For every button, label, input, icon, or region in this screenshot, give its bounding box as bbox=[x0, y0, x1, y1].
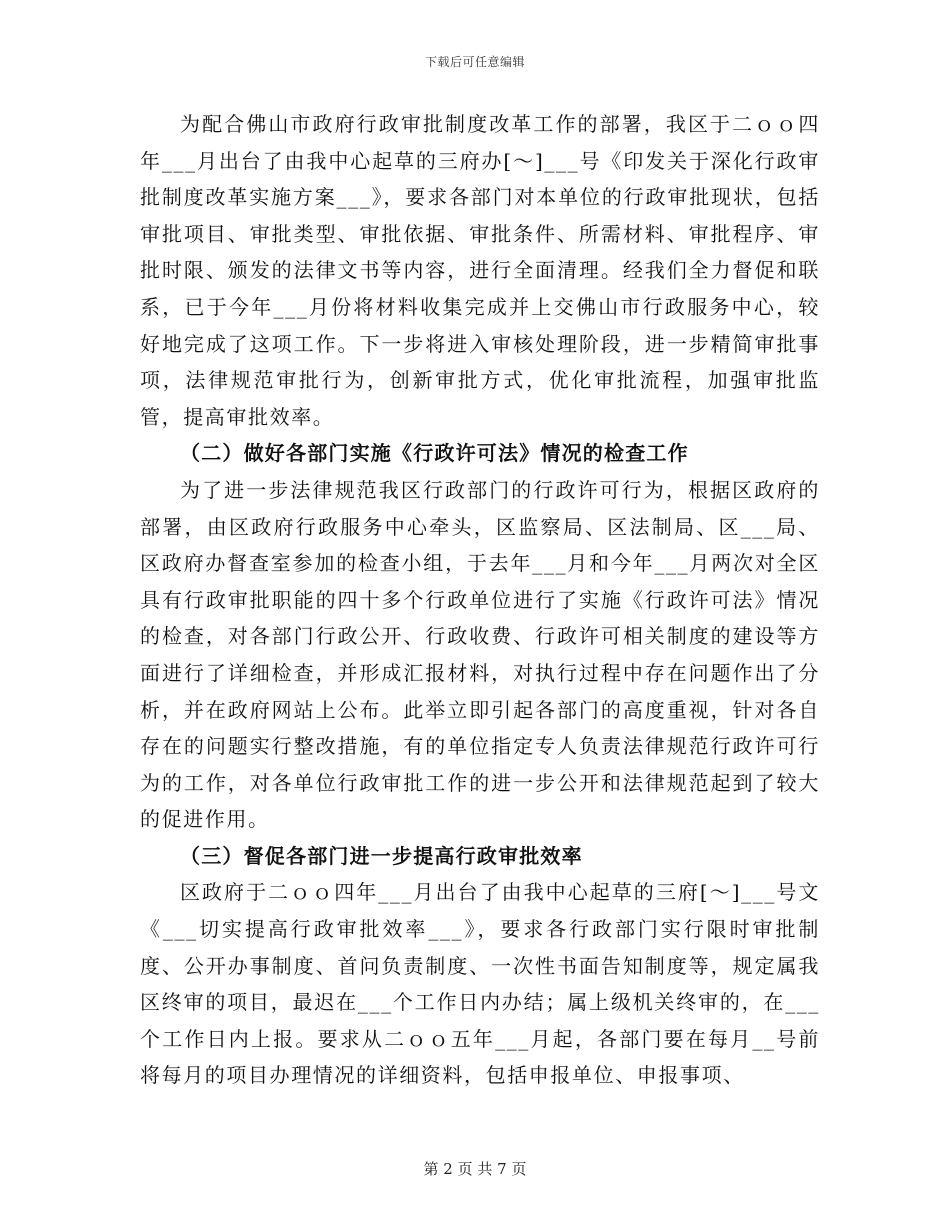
document-body bbox=[140, 106, 820, 1094]
paragraph-1: 为配合佛山市政府行政审批制度改革工作的部署，我区于二ｏｏ四年___月出台了由我中心起草的三府办[～]___号《印发关于深化行政审批制度改革实施方案___》，要求各部门对本单位的行政审批现状，包括审批项目、审批类型、审批依据、审批条件、所需材料、审批程序、审批时限、颁发的法律文书等内容，进行全面清理。经我们全力督促和联系，已于今年___月份将材料收集完成并上交佛山市行政服务中心，较好地完成了这项工作。下一步将进入审核处理阶段，进一步精简审批事项，法律规范审批行为，创新审批方式，优化审批流程，加强审批监管，提高审批效率。 bbox=[140, 112, 820, 429]
paragraph-3: 区政府于二ｏｏ四年___月出台了由我中心起草的三府[～]___号文《___切实提高行政审批效率___》，要求各行政部门实行限时审批制度、公开办事制度、首问负责制度、一次性书面告知制度等，规定属我区终审的项目，最迟在___个工作日内办结；属上级机关终审的，在___个工作日内上报。要求从二ｏｏ五年___月起，各部门要在每月__号前将每月的项目办理情况的详细资料，包括申报单位、申报事项、 bbox=[140, 880, 820, 1088]
header-note: 下载后可任意编辑 bbox=[424, 55, 525, 69]
page-number: 第 2 页 共 7 页 bbox=[423, 1160, 527, 1178]
section-heading-2: （二）做好各部门实施《行政许可法》情况的检查工作 bbox=[180, 441, 689, 466]
section-heading-3: （三）督促各部门进一步提高行政审批效率 bbox=[180, 843, 583, 868]
paragraph-2: 为了进一步法律规范我区行政部门的行政许可行为，根据区政府的部署，由区政府行政服务中心牵头，区监察局、区法制局、区___局、区政府办督查室参加的检查小组，于去年___月和今年___月两次对全区具有行政审批职能的四十多个行政单位进行了实施《行政许可法》情况的检查，对各部门行政公开、行政收费、行政许可相关制度的建设等方面进行了详细检查，并形成汇报材料，对执行过程中存在问题作出了分析，并在政府网站上公布。此举立即引起各部门的高度重视，针对各自存在的问题实行整改措施，有的单位指定专人负责法律规范行政许可行为的工作，对各单位行政审批工作的进一步公开和法律规范起到了较大的促进作用。 bbox=[140, 477, 820, 832]
